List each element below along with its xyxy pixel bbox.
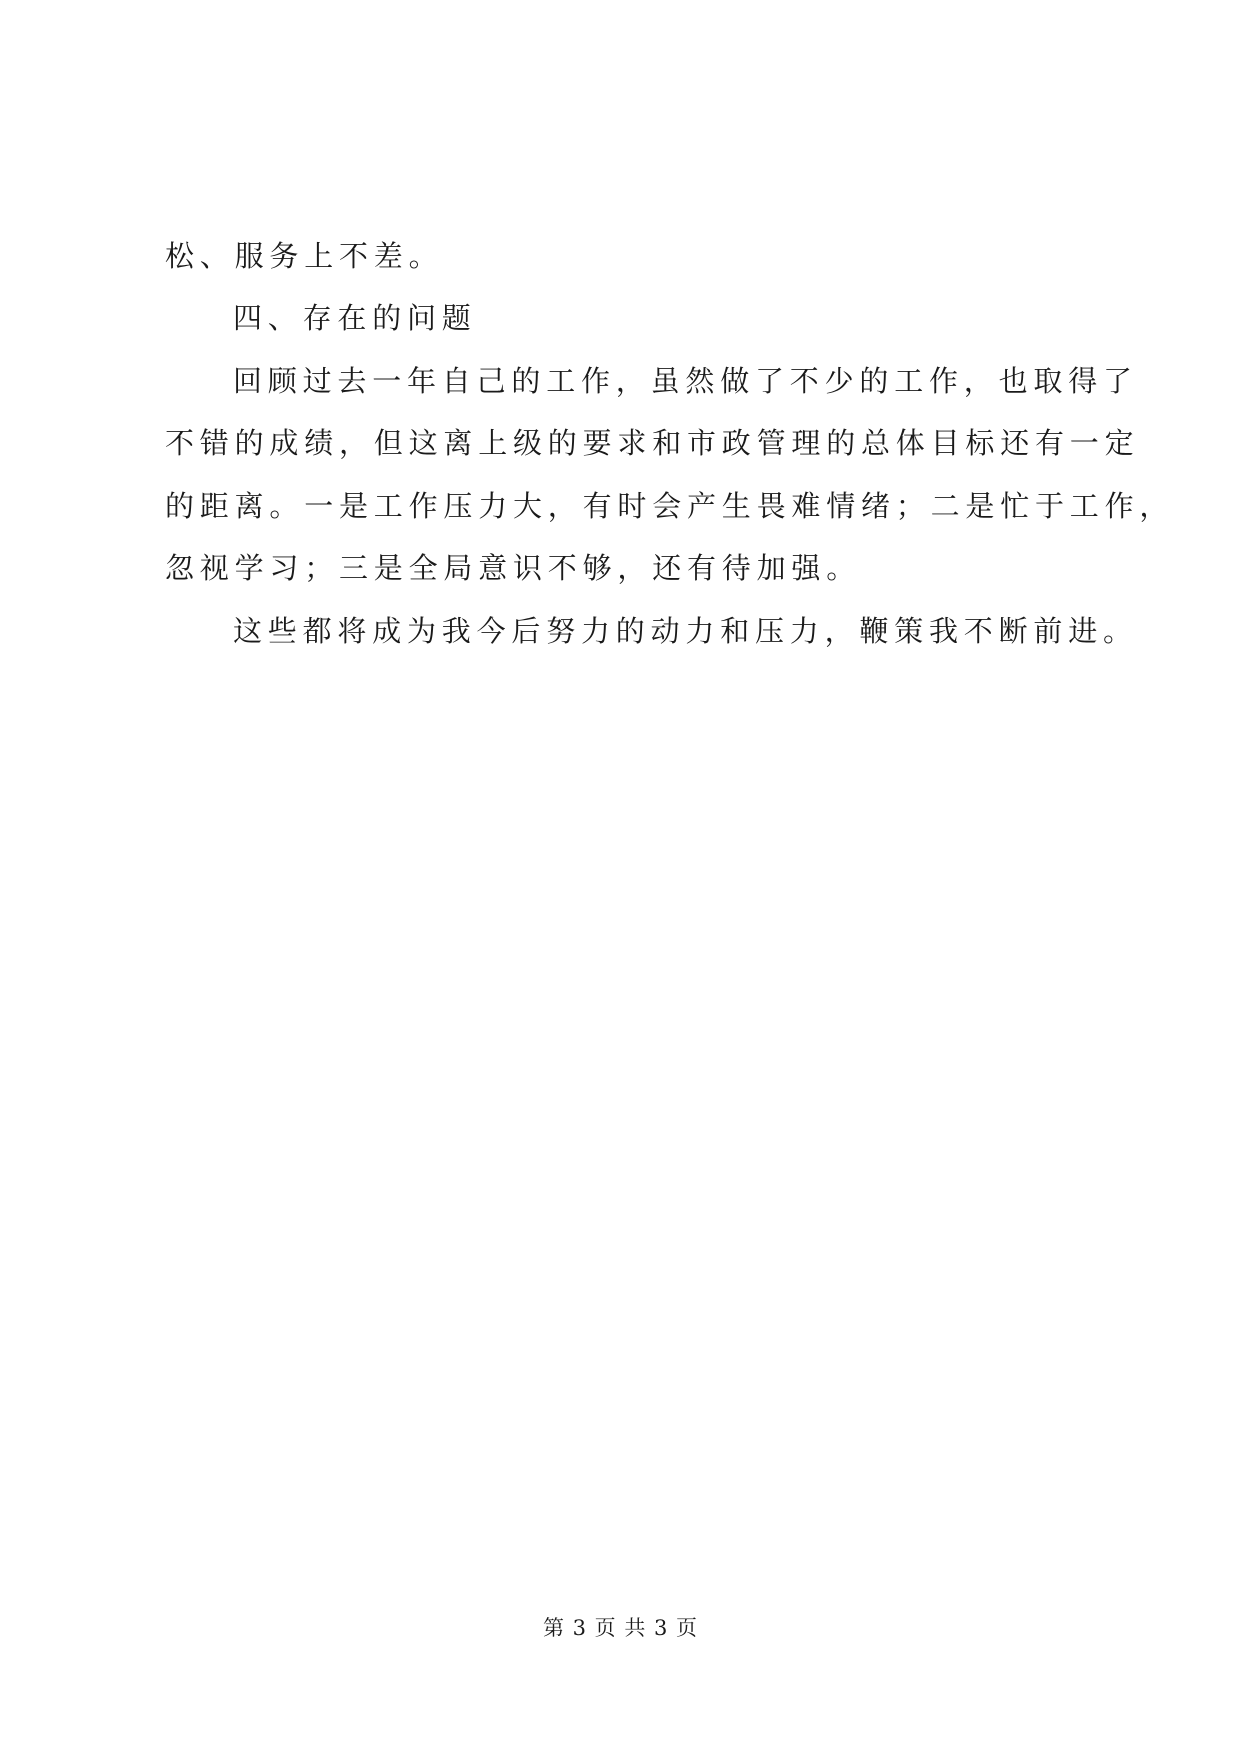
paragraph-line: 的距离。一是工作压力大，有时会产生畏难情绪；二是忙于工作， bbox=[165, 489, 1175, 523]
page-footer: 第 3 页 共 3 页 bbox=[542, 1616, 699, 1640]
section-heading: 四、存在的问题 bbox=[233, 301, 477, 335]
paragraph-line: 松、服务上不差。 bbox=[165, 239, 444, 273]
paragraph-line: 忽视学习；三是全局意识不够，还有待加强。 bbox=[165, 551, 862, 585]
paragraph-line: 回顾过去一年自己的工作，虽然做了不少的工作，也取得了 bbox=[233, 364, 1138, 398]
paragraph-line: 这些都将成为我今后努力的动力和压力，鞭策我不断前进。 bbox=[233, 614, 1138, 648]
paragraph-line: 不错的成绩，但这离上级的要求和市政管理的总体目标还有一定 bbox=[165, 426, 1140, 460]
